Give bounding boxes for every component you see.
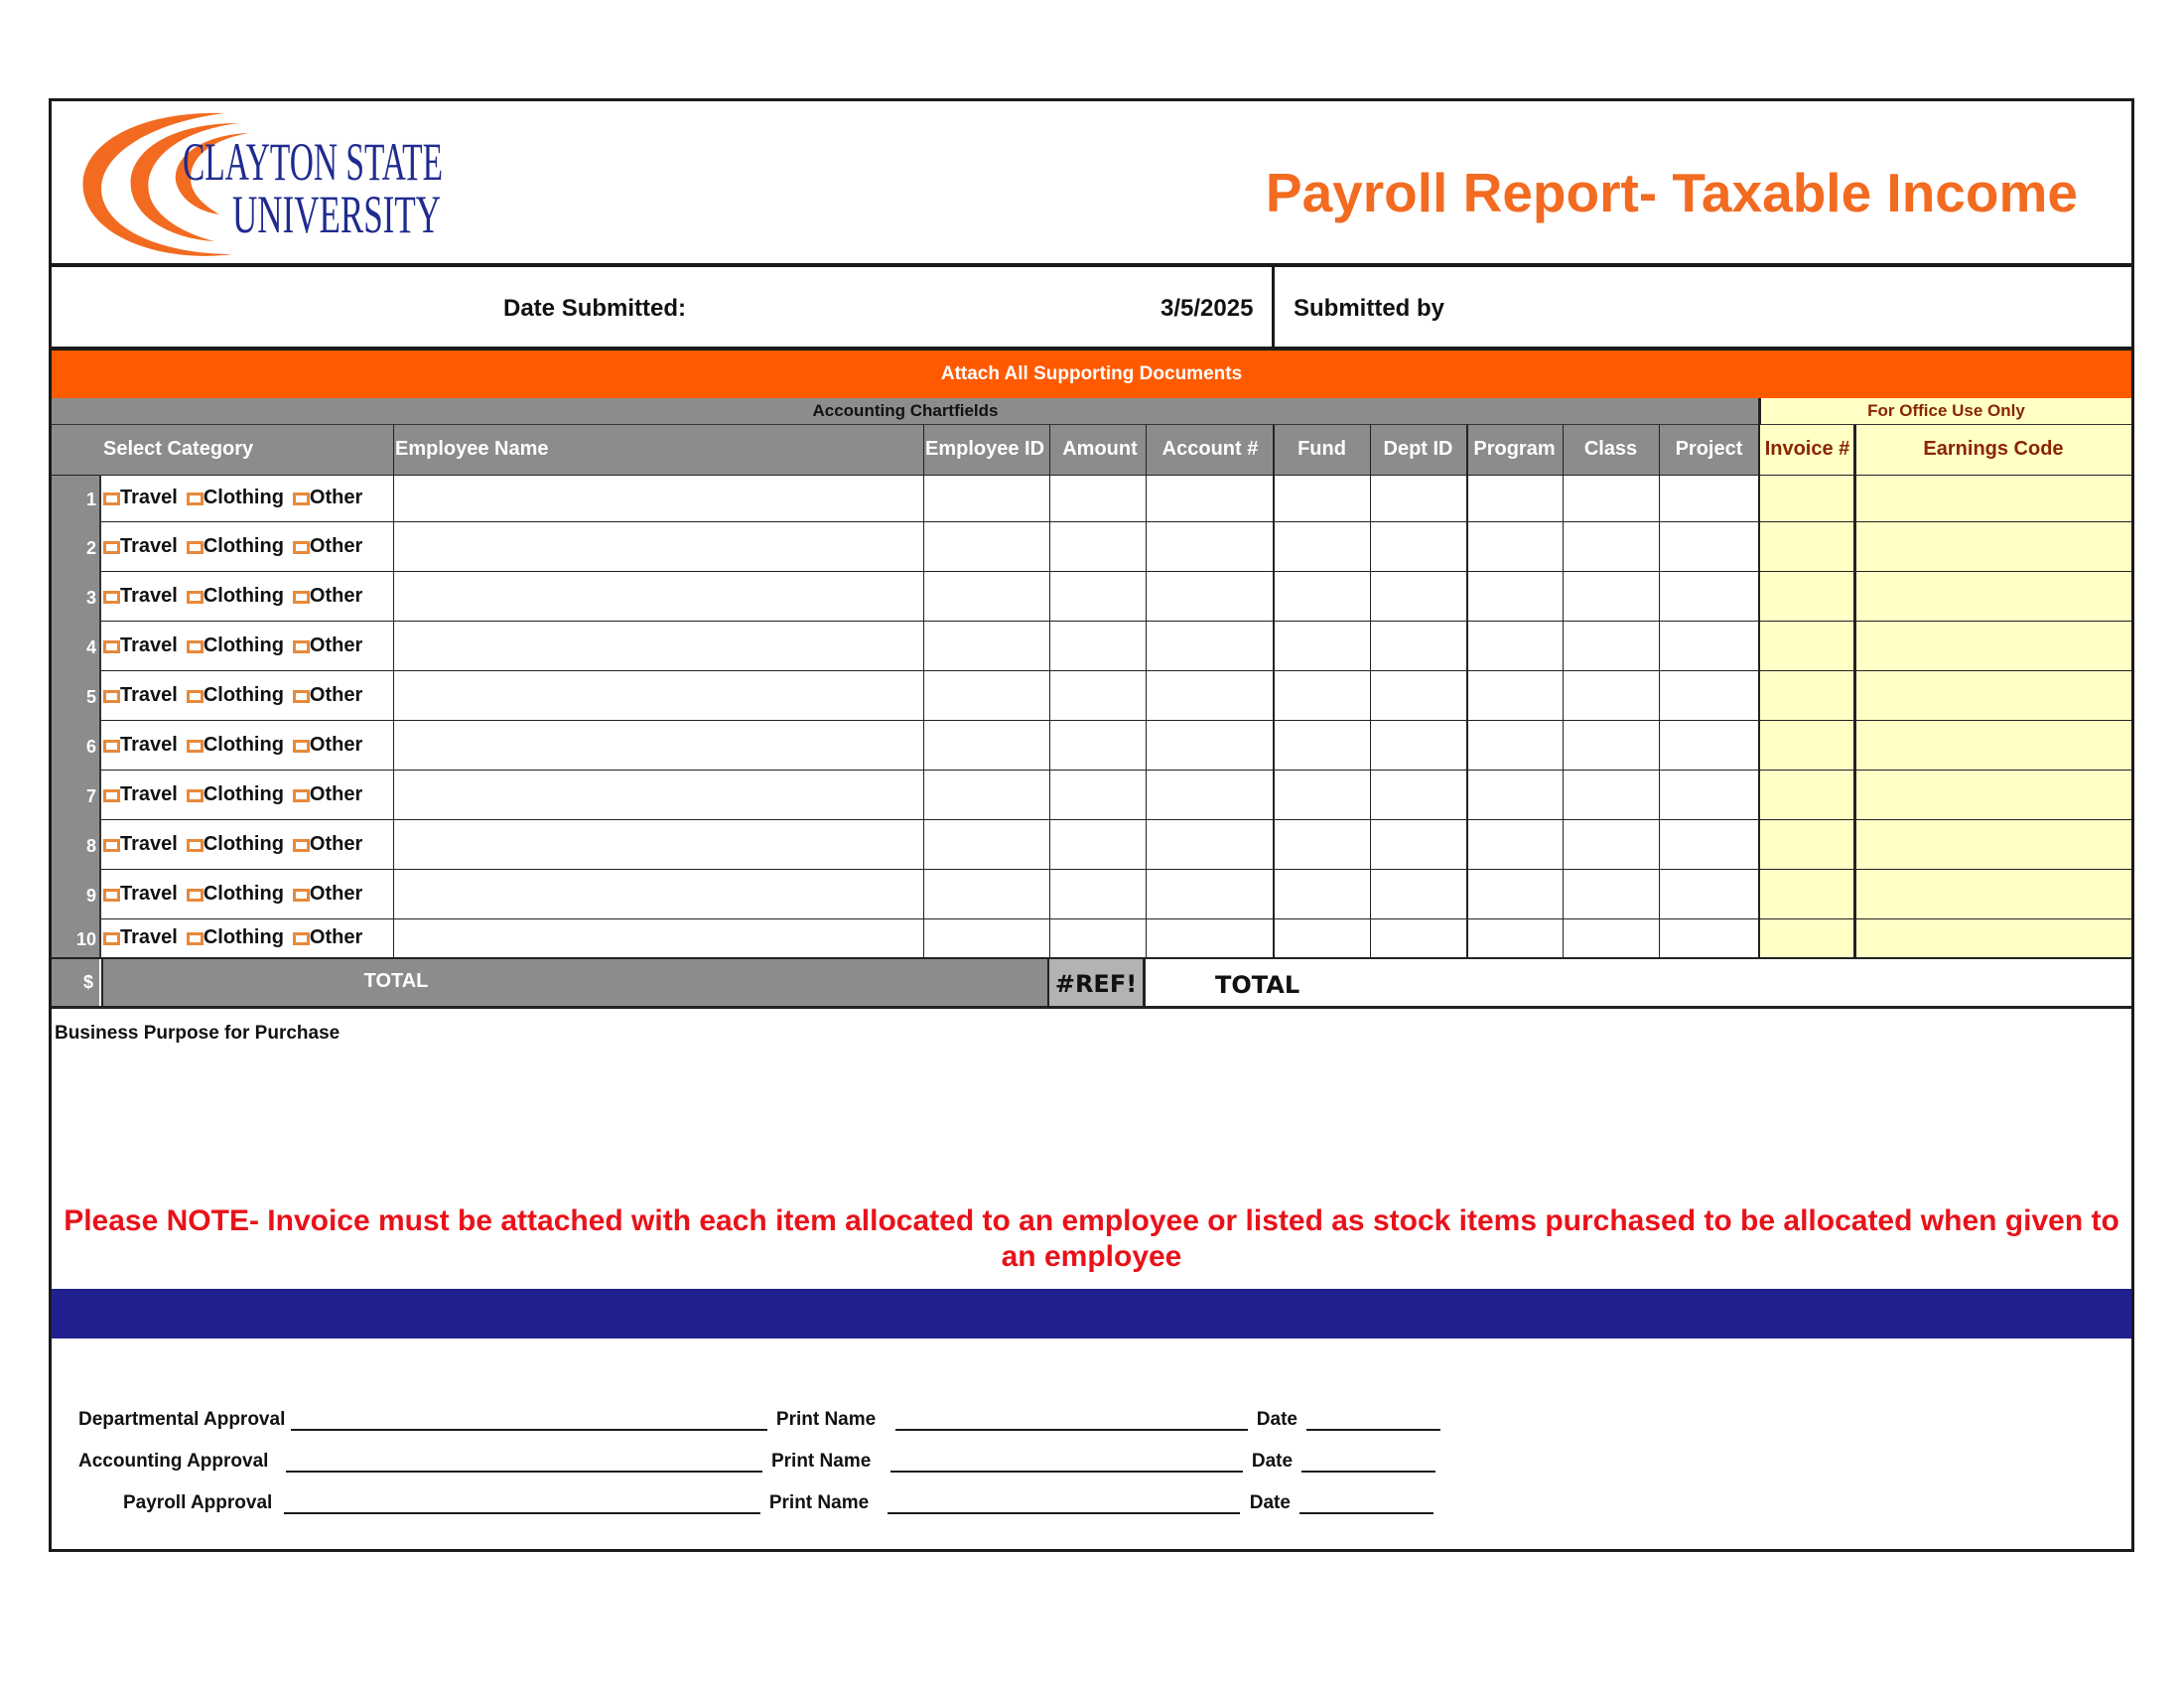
payroll-form bbox=[49, 98, 2134, 1552]
table-row bbox=[52, 721, 2131, 771]
date-submitted-label: Date Submitted: bbox=[503, 295, 687, 322]
report-title: Payroll Report- Taxable Income bbox=[1265, 162, 2078, 223]
grid-line bbox=[1146, 425, 1147, 957]
category-options bbox=[101, 585, 362, 608]
checkbox-clothing[interactable] bbox=[187, 541, 204, 554]
payroll-date-label: Date bbox=[1249, 1492, 1291, 1513]
grid-line bbox=[1049, 425, 1050, 957]
grid-line bbox=[1563, 425, 1564, 957]
checkbox-other[interactable] bbox=[293, 932, 310, 945]
category-label-travel: Travel bbox=[120, 634, 178, 656]
accounting-print-name-label: Print Name bbox=[770, 1451, 872, 1472]
col-header-amount: Amount bbox=[1062, 438, 1138, 460]
col-header-fund: Fund bbox=[1297, 438, 1346, 460]
accounting-approval-row bbox=[78, 1451, 1435, 1473]
category-label-clothing: Clothing bbox=[203, 833, 284, 855]
category-label-travel: Travel bbox=[120, 833, 178, 855]
checkbox-other[interactable] bbox=[293, 839, 310, 852]
attach-documents-banner: Attach All Supporting Documents bbox=[52, 351, 2131, 398]
category-label-clothing: Clothing bbox=[203, 487, 284, 508]
total-label-cell bbox=[101, 959, 1049, 1006]
date-row-divider bbox=[1272, 267, 1275, 347]
checkbox-clothing[interactable] bbox=[187, 492, 204, 505]
grid-line bbox=[1853, 425, 1856, 957]
table-row bbox=[52, 572, 2131, 622]
payroll-print-name-label: Print Name bbox=[768, 1492, 870, 1513]
departmental-date-label: Date bbox=[1256, 1409, 1297, 1430]
amount-total-cell bbox=[1049, 959, 1146, 1006]
navy-divider-bar bbox=[52, 1289, 2131, 1338]
checkbox-travel[interactable] bbox=[103, 740, 120, 753]
checkbox-other[interactable] bbox=[293, 640, 310, 653]
row-number: 10 bbox=[75, 929, 96, 949]
category-label-other: Other bbox=[309, 535, 363, 557]
category-options bbox=[101, 883, 362, 906]
total-label: TOTAL bbox=[363, 970, 429, 992]
payroll-approval-row bbox=[123, 1492, 1433, 1514]
table-row bbox=[52, 475, 2131, 522]
category-label-other: Other bbox=[309, 684, 363, 706]
category-options bbox=[101, 734, 362, 757]
row-number: 9 bbox=[85, 886, 96, 906]
grid-line bbox=[1370, 425, 1371, 957]
grid-line bbox=[1273, 425, 1275, 957]
category-label-travel: Travel bbox=[120, 487, 178, 508]
clayton-state-logo bbox=[66, 105, 463, 258]
category-options bbox=[101, 487, 362, 509]
departmental-print-name-line[interactable] bbox=[895, 1411, 1248, 1431]
col-header-category: Select Category bbox=[103, 438, 254, 460]
right-total-label: TOTAL bbox=[1215, 971, 1300, 999]
checkbox-travel[interactable] bbox=[103, 591, 120, 604]
category-label-other: Other bbox=[309, 833, 363, 855]
checkbox-clothing[interactable] bbox=[187, 690, 204, 703]
date-submitted-value[interactable]: 3/5/2025 bbox=[1160, 295, 1254, 322]
checkbox-other[interactable] bbox=[293, 690, 310, 703]
table-row bbox=[52, 771, 2131, 820]
accounting-signature-line[interactable] bbox=[286, 1453, 762, 1473]
checkbox-travel[interactable] bbox=[103, 541, 120, 554]
departmental-print-name-label: Print Name bbox=[775, 1409, 877, 1430]
accounting-chartfields-label: Accounting Chartfields bbox=[812, 401, 999, 420]
payroll-signature-line[interactable] bbox=[284, 1494, 760, 1514]
row-number: 8 bbox=[85, 836, 96, 856]
total-row-bottom-border bbox=[52, 1006, 2131, 1009]
col-header-class: Class bbox=[1583, 438, 1638, 460]
row-number: 3 bbox=[85, 588, 96, 608]
total-symbol-cell bbox=[52, 959, 99, 1006]
col-header-invoice: Invoice # bbox=[1764, 438, 1850, 460]
col-header-earnings-code: Earnings Code bbox=[1923, 438, 2064, 460]
accounting-approval-label: Accounting Approval bbox=[78, 1451, 269, 1472]
category-label-clothing: Clothing bbox=[203, 734, 284, 756]
checkbox-other[interactable] bbox=[293, 492, 310, 505]
checkbox-travel[interactable] bbox=[103, 889, 120, 902]
category-label-clothing: Clothing bbox=[203, 783, 284, 805]
category-options bbox=[101, 926, 362, 949]
grid-line bbox=[1659, 425, 1660, 957]
category-options bbox=[101, 684, 362, 707]
office-use-header bbox=[1759, 398, 2131, 425]
invoice-note: Please NOTE- Invoice must be attached with each item allocated to an employee or listed as stock items purchased to be allocated when given to an employee bbox=[64, 1204, 2119, 1273]
checkbox-other[interactable] bbox=[293, 789, 310, 802]
category-label-other: Other bbox=[309, 585, 363, 607]
svg-text:UNIVERSITY: UNIVERSITY bbox=[232, 185, 441, 244]
checkbox-clothing[interactable] bbox=[187, 740, 204, 753]
accounting-print-name-line[interactable] bbox=[890, 1453, 1243, 1473]
departmental-signature-line[interactable] bbox=[291, 1411, 767, 1431]
submitted-by-label: Submitted by bbox=[1294, 295, 1445, 322]
table-row bbox=[52, 919, 2131, 957]
total-dollar-symbol: $ bbox=[82, 972, 93, 992]
checkbox-travel[interactable] bbox=[103, 690, 120, 703]
grid-line bbox=[393, 425, 394, 957]
category-options bbox=[101, 783, 362, 806]
row-number: 1 bbox=[85, 490, 96, 509]
departmental-approval-row bbox=[78, 1409, 1440, 1431]
category-label-travel: Travel bbox=[120, 734, 178, 756]
table-row bbox=[52, 522, 2131, 572]
col-header-employee-id: Employee ID bbox=[925, 438, 1045, 460]
checkbox-other[interactable] bbox=[293, 740, 310, 753]
category-label-clothing: Clothing bbox=[203, 926, 284, 948]
accounting-date-line[interactable] bbox=[1301, 1453, 1435, 1473]
form-header bbox=[52, 101, 2131, 267]
grid-line bbox=[1758, 398, 1760, 957]
col-header-account: Account # bbox=[1161, 438, 1259, 460]
category-options bbox=[101, 535, 362, 558]
checkbox-travel[interactable] bbox=[103, 932, 120, 945]
category-label-other: Other bbox=[309, 926, 363, 948]
row-number: 6 bbox=[85, 737, 96, 757]
accounting-chartfields-header bbox=[52, 398, 1759, 425]
checkbox-other[interactable] bbox=[293, 591, 310, 604]
checkbox-travel[interactable] bbox=[103, 789, 120, 802]
category-label-other: Other bbox=[309, 487, 363, 508]
checkbox-clothing[interactable] bbox=[187, 889, 204, 902]
table-row bbox=[52, 820, 2131, 870]
payroll-approval-label: Payroll Approval bbox=[123, 1492, 273, 1513]
category-label-travel: Travel bbox=[120, 783, 178, 805]
category-label-travel: Travel bbox=[120, 883, 178, 905]
checkbox-clothing[interactable] bbox=[187, 932, 204, 945]
business-purpose-label: Business Purpose for Purchase bbox=[55, 1023, 341, 1044]
category-label-travel: Travel bbox=[120, 535, 178, 557]
col-header-program: Program bbox=[1473, 438, 1556, 460]
category-label-clothing: Clothing bbox=[203, 883, 284, 905]
business-purpose-field[interactable] bbox=[52, 1050, 2131, 1189]
row-number: 7 bbox=[85, 786, 96, 806]
checkbox-clothing[interactable] bbox=[187, 789, 204, 802]
header-bottom-border bbox=[52, 475, 2131, 476]
category-options bbox=[101, 833, 362, 856]
category-label-other: Other bbox=[309, 783, 363, 805]
table-row bbox=[52, 622, 2131, 671]
checkbox-clothing[interactable] bbox=[187, 640, 204, 653]
category-label-other: Other bbox=[309, 883, 363, 905]
row-number: 5 bbox=[85, 687, 96, 707]
category-label-travel: Travel bbox=[120, 585, 178, 607]
table-row bbox=[52, 870, 2131, 919]
departmental-date-line[interactable] bbox=[1306, 1411, 1440, 1431]
checkbox-travel[interactable] bbox=[103, 492, 120, 505]
category-label-other: Other bbox=[309, 634, 363, 656]
row-number: 2 bbox=[85, 538, 96, 558]
category-label-clothing: Clothing bbox=[203, 684, 284, 706]
checkbox-travel[interactable] bbox=[103, 640, 120, 653]
checkbox-other[interactable] bbox=[293, 889, 310, 902]
category-options bbox=[101, 634, 362, 657]
payroll-print-name-line[interactable] bbox=[887, 1494, 1240, 1514]
svg-text:CLAYTON STATE: CLAYTON STATE bbox=[183, 132, 443, 192]
col-header-employee-name: Employee Name bbox=[395, 438, 549, 460]
col-header-dept-id: Dept ID bbox=[1383, 438, 1453, 460]
category-label-other: Other bbox=[309, 734, 363, 756]
accounting-date-label: Date bbox=[1251, 1451, 1294, 1472]
table-row bbox=[52, 671, 2131, 721]
checkbox-travel[interactable] bbox=[103, 839, 120, 852]
checkbox-clothing[interactable] bbox=[187, 839, 204, 852]
category-label-clothing: Clothing bbox=[203, 585, 284, 607]
category-label-clothing: Clothing bbox=[203, 634, 284, 656]
col-header-project: Project bbox=[1675, 438, 1743, 460]
office-use-label: For Office Use Only bbox=[1867, 401, 2025, 420]
departmental-approval-label: Departmental Approval bbox=[78, 1409, 286, 1430]
row-number: 4 bbox=[85, 637, 96, 657]
grid-line bbox=[1466, 425, 1468, 957]
date-row bbox=[52, 267, 2131, 351]
amount-total-value: #REF! bbox=[1054, 970, 1138, 998]
grid-line bbox=[923, 425, 924, 957]
checkbox-clothing[interactable] bbox=[187, 591, 204, 604]
category-label-clothing: Clothing bbox=[203, 535, 284, 557]
grid-line bbox=[99, 475, 101, 957]
category-label-travel: Travel bbox=[120, 926, 178, 948]
checkbox-other[interactable] bbox=[293, 541, 310, 554]
payroll-date-line[interactable] bbox=[1299, 1494, 1433, 1514]
category-label-travel: Travel bbox=[120, 684, 178, 706]
